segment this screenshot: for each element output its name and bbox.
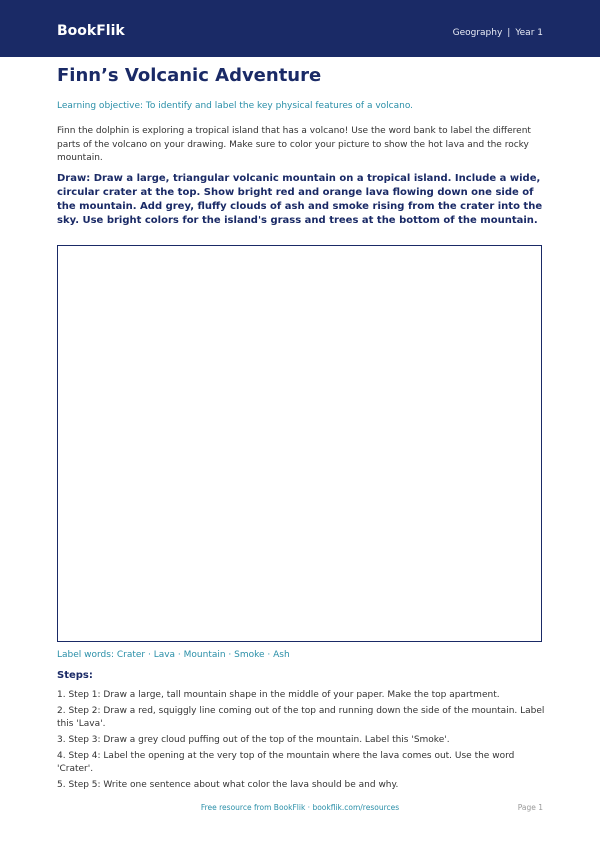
year-label: Year 1: [515, 28, 543, 38]
page-number: Page 1: [517, 803, 543, 812]
step-item: 1. Step 1: Draw a large, tall mountain shape in the middle of your paper. Make the top apartment.: [57, 690, 500, 700]
intro-paragraph: Finn the dolphin is exploring a tropical island that has a volcano! Use the word bank to label the different parts of the volcano on your drawing. Make sure to color your picture to show the hot lava and the rocky mountain.: [57, 126, 531, 163]
draw-instruction: Draw: Draw a large, triangular volcanic mountain on a tropical island. Include a wide, circular crater at the top. Show bright red and orange lava flowing down one side of the mountain. Add grey, fluffy clouds of ash and smoke rising from the crater into the sky. Use bright colors for the island's grass and trees at the bottom of the mountain.: [57, 173, 543, 226]
brand-logo: BookFlik: [57, 23, 125, 39]
worksheet-title: Finn’s Volcanic Adventure: [57, 65, 322, 86]
learning-objective: Learning objective: To identify and label the key physical features of a volcano.: [57, 101, 414, 111]
steps-heading: Steps:: [57, 670, 93, 681]
footer-source: Free resource from BookFlik · bookflik.com/resources: [200, 803, 400, 812]
drawing-area[interactable]: [57, 245, 542, 642]
step-item: 4. Step 4: Label the opening at the very top of the mountain where the lava comes out. Use the word 'Crater'.: [57, 751, 515, 774]
meta-separator: |: [507, 28, 511, 38]
step-item: 5. Step 5: Write one sentence about what color the lava should be and why.: [57, 780, 399, 790]
label-word-bank: Label words: Crater · Lava · Mountain · Smoke · Ash: [57, 650, 290, 660]
subject-label: Geography: [452, 28, 503, 38]
step-item: 3. Step 3: Draw a grey cloud puffing out of the top of the mountain. Label this 'Smoke'.: [57, 735, 450, 745]
page-header: [0, 0, 600, 57]
steps-list: [57, 689, 547, 795]
subject-year: [453, 28, 543, 38]
step-item: 2. Step 2: Draw a red, squiggly line coming out of the top and running down the side of the mountain. Label this 'Lava'.: [57, 706, 545, 729]
